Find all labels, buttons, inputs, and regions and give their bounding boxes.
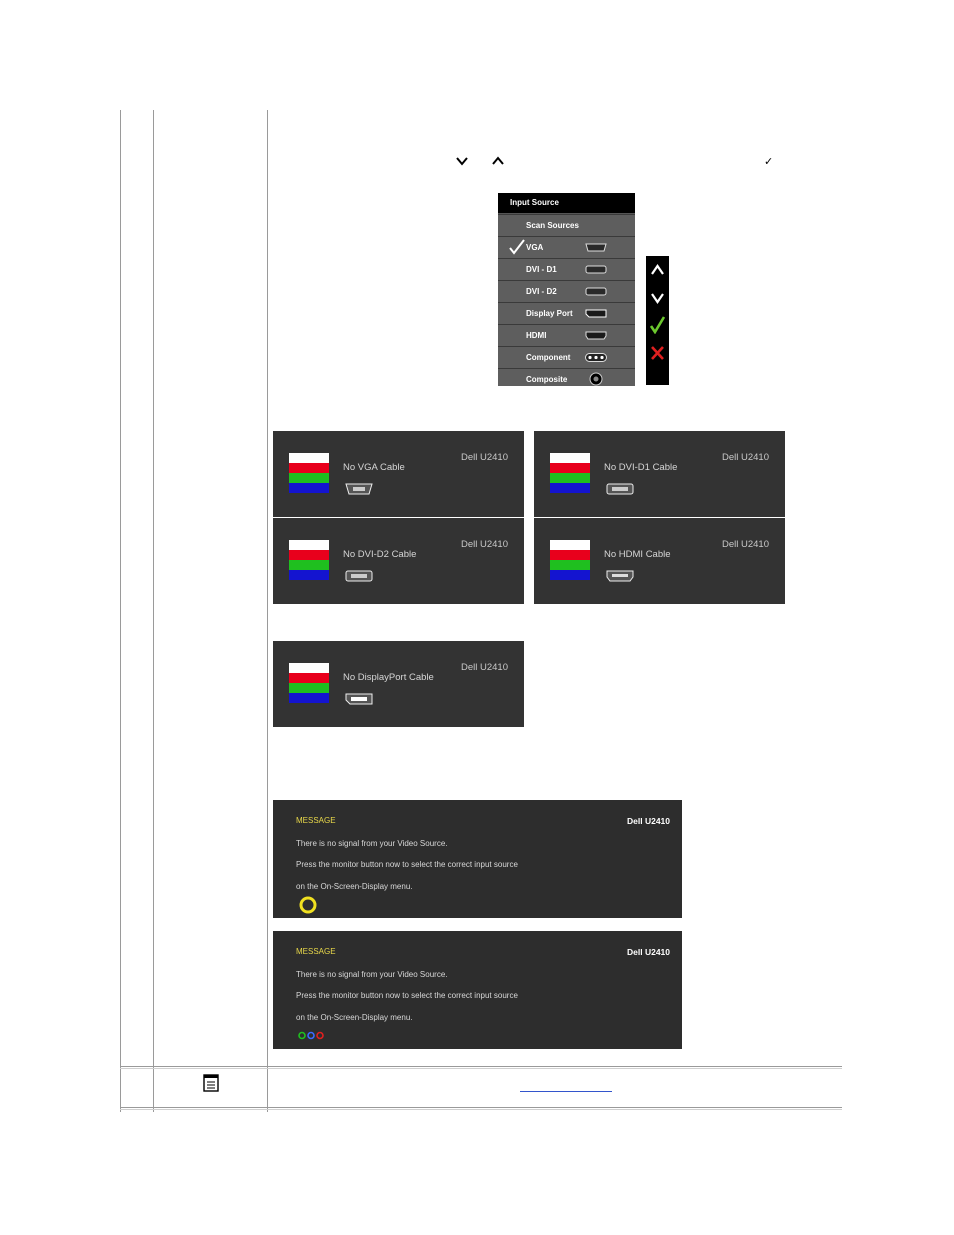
hyperlink[interactable] <box>520 1091 612 1092</box>
no-signal-message-composite: MESSAGE Dell U2410 There is no signal from your Video Source. Press the monitor button now to select the correct input source on the On-Screen-Display menu. <box>273 800 682 918</box>
table-row-divider <box>120 1066 842 1067</box>
osd-button-strip <box>646 256 669 385</box>
color-bars-icon <box>289 453 329 493</box>
displayport-icon <box>585 309 607 318</box>
exit-icon[interactable] <box>650 345 665 361</box>
check-button-icon: ✓ <box>764 156 774 168</box>
down-button-icon <box>455 155 469 169</box>
menu-item-hdmi[interactable]: HDMI <box>498 324 635 346</box>
color-bars-icon <box>289 663 329 703</box>
down-arrow-icon[interactable] <box>650 292 665 304</box>
no-signal-message-component: MESSAGE Dell U2410 There is no signal from your Video Source. Press the monitor button now to select the correct input source on the On-Screen-Display menu. <box>273 931 682 1049</box>
dvi-port-icon <box>585 265 607 274</box>
table-border <box>267 110 268 1112</box>
no-vga-cable-panel: No VGA Cable Dell U2410 <box>273 431 524 517</box>
dvi-port-icon <box>345 570 373 582</box>
vga-port-icon <box>585 243 607 252</box>
menu-item-vga[interactable]: VGA <box>498 236 635 258</box>
table-border <box>153 110 154 1112</box>
no-hdmi-cable-panel: No HDMI Cable Dell U2410 <box>534 518 785 604</box>
menu-item-dvi-d2[interactable]: DVI - D2 <box>498 280 635 302</box>
input-source-menu <box>498 193 635 385</box>
displayport-icon <box>345 693 373 705</box>
hdmi-port-icon <box>585 331 607 340</box>
composite-yellow-icon <box>299 896 317 914</box>
menu-item-dvi-d1[interactable]: DVI - D1 <box>498 258 635 280</box>
color-bars-icon <box>550 540 590 580</box>
selected-check-icon <box>508 239 526 255</box>
up-button-icon <box>491 155 505 169</box>
table-row-divider <box>120 1068 842 1069</box>
component-port-icon <box>585 353 607 362</box>
color-bars-icon <box>550 453 590 493</box>
menu-title: Input Source <box>498 193 635 213</box>
dvi-port-icon <box>606 483 634 495</box>
table-row-divider <box>120 1107 842 1108</box>
no-displayport-cable-panel: No DisplayPort Cable Dell U2410 <box>273 641 524 727</box>
hdmi-port-icon <box>606 570 634 582</box>
check-icon[interactable] <box>649 316 666 334</box>
no-dvi-d2-cable-panel: No DVI-D2 Cable Dell U2410 <box>273 518 524 604</box>
menu-item-scan-sources[interactable]: Scan Sources <box>498 214 635 236</box>
table-border <box>120 110 121 1112</box>
vga-port-icon <box>345 483 373 495</box>
menu-icon <box>203 1074 219 1092</box>
composite-port-icon <box>589 372 603 386</box>
component-rgb-icon <box>297 1031 325 1040</box>
table-row-divider <box>120 1109 842 1110</box>
dvi-port-icon <box>585 287 607 296</box>
menu-item-composite[interactable]: Composite <box>498 368 635 386</box>
no-dvi-d1-cable-panel: No DVI-D1 Cable Dell U2410 <box>534 431 785 517</box>
menu-item-component[interactable]: Component <box>498 346 635 368</box>
up-arrow-icon[interactable] <box>650 264 665 276</box>
color-bars-icon <box>289 540 329 580</box>
menu-item-display-port[interactable]: Display Port <box>498 302 635 324</box>
